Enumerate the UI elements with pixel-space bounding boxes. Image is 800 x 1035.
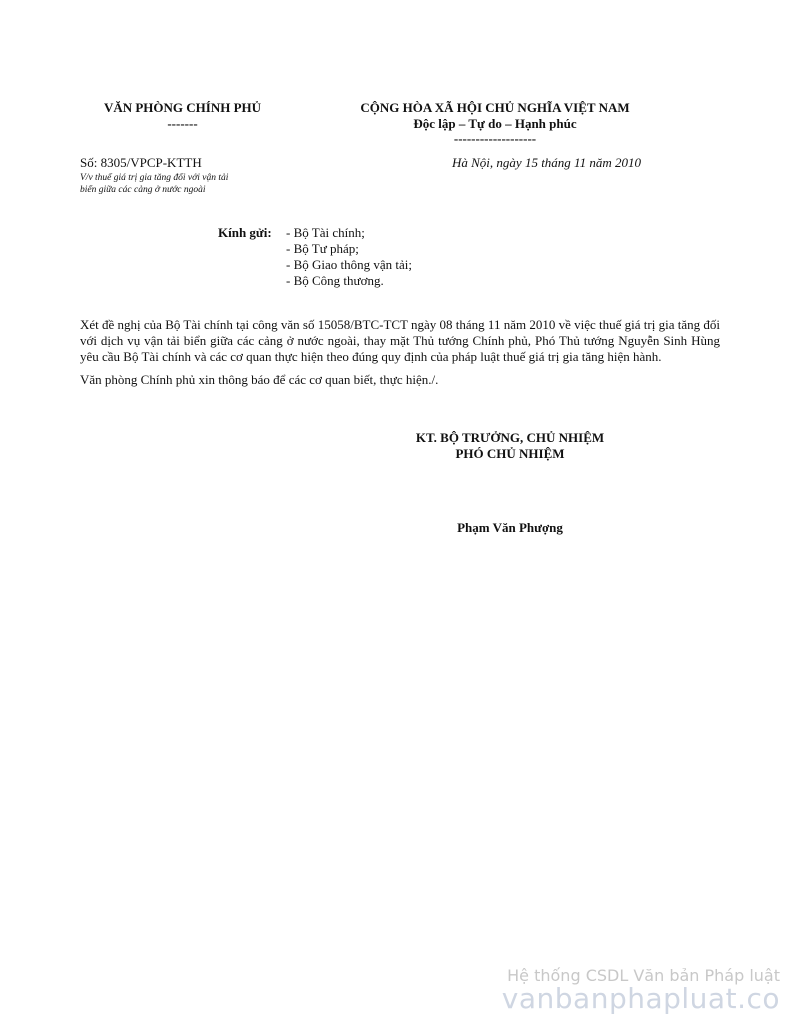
- subject-line-1: V/v thuế giá trị gia tăng đối với vận tải: [80, 173, 229, 183]
- signature-block: [360, 430, 660, 462]
- body-paragraph-1: Xét đề nghị của Bộ Tài chính tại công văn số 15058/BTC-TCT ngày 08 tháng 11 năm 2010 về việc thuế giá trị gia tăng đối với dịch vụ vận tải biển giữa các cảng ở nước ngoài, thay mặt Thủ tướng Chính phủ, Phó Thủ tướng Nguyễn Sinh Hùng yêu cầu Bộ Tài chính và các cơ quan thực hiện theo đúng quy định của pháp luật thuế giá trị gia tăng hiện hành.: [80, 317, 720, 364]
- agency-underline: -------: [167, 116, 198, 131]
- body-paragraph-2: Văn phòng Chính phủ xin thông báo để các cơ quan biết, thực hiện./.: [80, 372, 439, 387]
- motto-underline: -------------------: [453, 131, 537, 146]
- signer-title-2: PHÓ CHỦ NHIỆM: [455, 446, 565, 461]
- addressee-list: [286, 225, 412, 289]
- addressee-item: - Bộ Tư pháp;: [286, 241, 359, 256]
- document-body: [80, 317, 720, 395]
- watermark-site: vanbanphapluat.co: [501, 982, 780, 1015]
- subject-line-2: biển giữa các cảng ở nước ngoài: [80, 185, 206, 195]
- addressee-item: - Bộ Công thương.: [286, 273, 384, 288]
- addressee-label: Kính gửi:: [218, 225, 272, 240]
- watermark-caption: Hệ thống CSDL Văn bản Pháp luật: [507, 966, 780, 985]
- addressee-item: - Bộ Giao thông vận tải;: [286, 257, 413, 272]
- issuing-agency: VĂN PHÒNG CHÍNH PHỦ: [103, 100, 262, 115]
- addressee-item: - Bộ Tài chính;: [286, 225, 365, 240]
- document-subject: [80, 172, 310, 196]
- signer-title-1: KT. BỘ TRƯỞNG, CHỦ NHIỆM: [415, 430, 605, 445]
- national-motto: Độc lập – Tự do – Hạnh phúc: [413, 116, 577, 131]
- national-title: CỘNG HÒA XÃ HỘI CHỦ NGHĨA VIỆT NAM: [360, 100, 630, 115]
- place-and-date: Hà Nội, ngày 15 tháng 11 năm 2010: [452, 155, 641, 170]
- document-number: Số: 8305/VPCP-KTTH: [80, 155, 202, 170]
- signer-name: Phạm Văn Phượng: [457, 520, 563, 535]
